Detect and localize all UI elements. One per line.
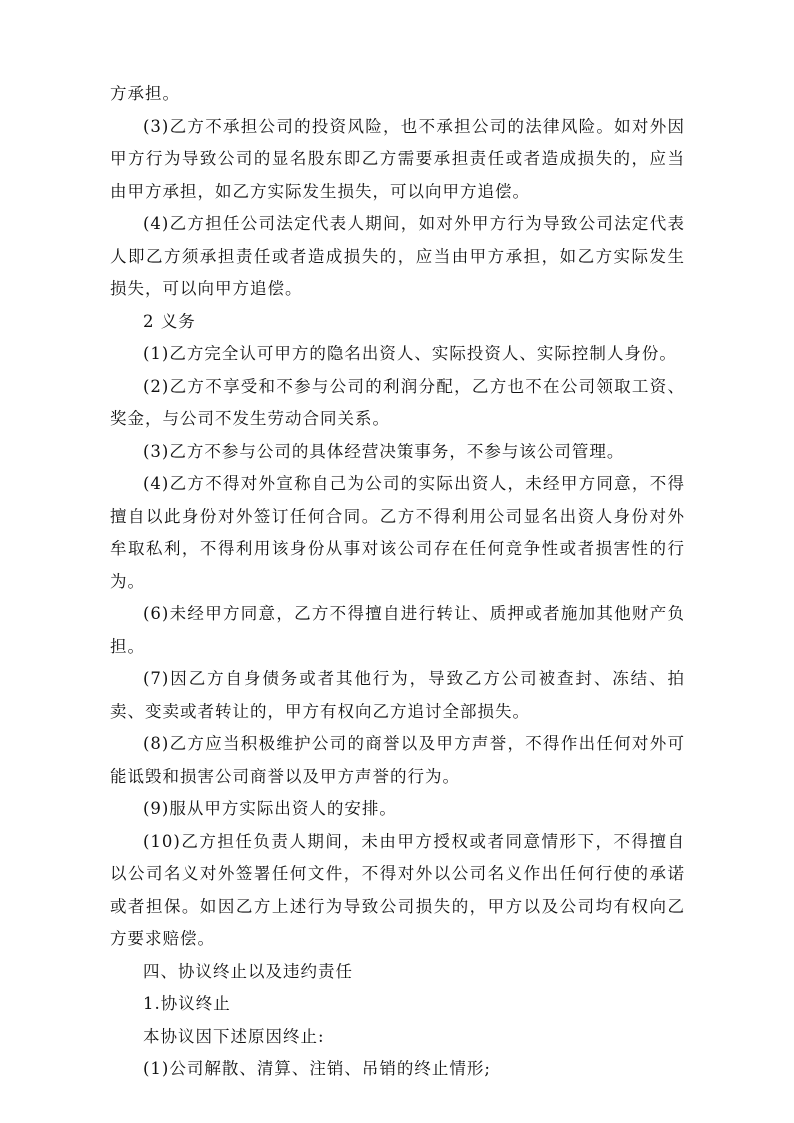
paragraph-obligation-2: (2)乙方不享受和不参与公司的利润分配，乙方也不在公司领取工资、奖金，与公司不发生劳动合同关系。	[110, 376, 685, 428]
section-heading-obligations: 2 义务	[143, 311, 196, 331]
paragraph-obligation-8: (8)乙方应当积极维护公司的商誉以及甲方声誉，不得作出任何对外可能诋毁和损害公司商誉以及甲方声誉的行为。	[110, 734, 685, 786]
paragraph-clause-3: (3)乙方不承担公司的投资风险，也不承担公司的法律风险。如对外因甲方行为导致公司的显名股东即乙方需要承担责任或者造成损失的，应当由甲方承担，如乙方实际发生损失，可以向甲方追偿。	[110, 116, 685, 201]
paragraph-obligation-10: (10)乙方担任负责人期间，未由甲方授权或者同意情形下，不得擅自以公司名义对外签署任何文件，不得对外以公司名义作出任何行使的承诺或者担保。如因乙方上述行为导致公司损失的，甲方以及公司均有权向乙方要求赔偿。	[110, 831, 685, 948]
paragraph-obligation-6: (6)未经甲方同意，乙方不得擅自进行转让、质押或者施加其他财产负担。	[110, 604, 685, 656]
paragraph-clause-4: (4)乙方担任公司法定代表人期间，如对外甲方行为导致公司法定代表人即乙方须承担责任或者造成损失的，应当由甲方承担，如乙方实际发生损失，可以向甲方追偿。	[110, 214, 685, 298]
document-body	[110, 78, 685, 1086]
subsection-heading-termination: 1.协议终止	[143, 994, 231, 1013]
paragraph-obligation-9: (9)服从甲方实际出资人的安排。	[143, 799, 397, 818]
paragraph-continuation: 方承担。	[110, 84, 180, 103]
paragraph-obligation-4: (4)乙方不得对外宣称自己为公司的实际出资人，未经甲方同意，不得擅自以此身份对外签订任何合同。乙方不得利用公司显名出资人身份对外牟取私利，不得利用该身份从事对该公司存在任何竞争性或者损害性的行为。	[110, 474, 685, 591]
paragraph-termination-1: (1)公司解散、清算、注销、吊销的终止情形;	[143, 1059, 491, 1078]
paragraph-obligation-1: (1)乙方完全认可甲方的隐名出资人、实际投资人、实际控制人身份。	[143, 344, 677, 363]
paragraph-obligation-3: (3)乙方不参与公司的具体经营决策事务，不参与该公司管理。	[143, 441, 625, 461]
section-heading-termination: 四、协议终止以及违约责任	[143, 961, 353, 981]
paragraph-obligation-7: (7)因乙方自身债务或者其他行为，导致乙方公司被查封、冻结、拍卖、变卖或者转让的，甲方有权向乙方追讨全部损失。	[110, 669, 685, 721]
paragraph-termination-intro: 本协议因下述原因终止:	[143, 1026, 325, 1046]
